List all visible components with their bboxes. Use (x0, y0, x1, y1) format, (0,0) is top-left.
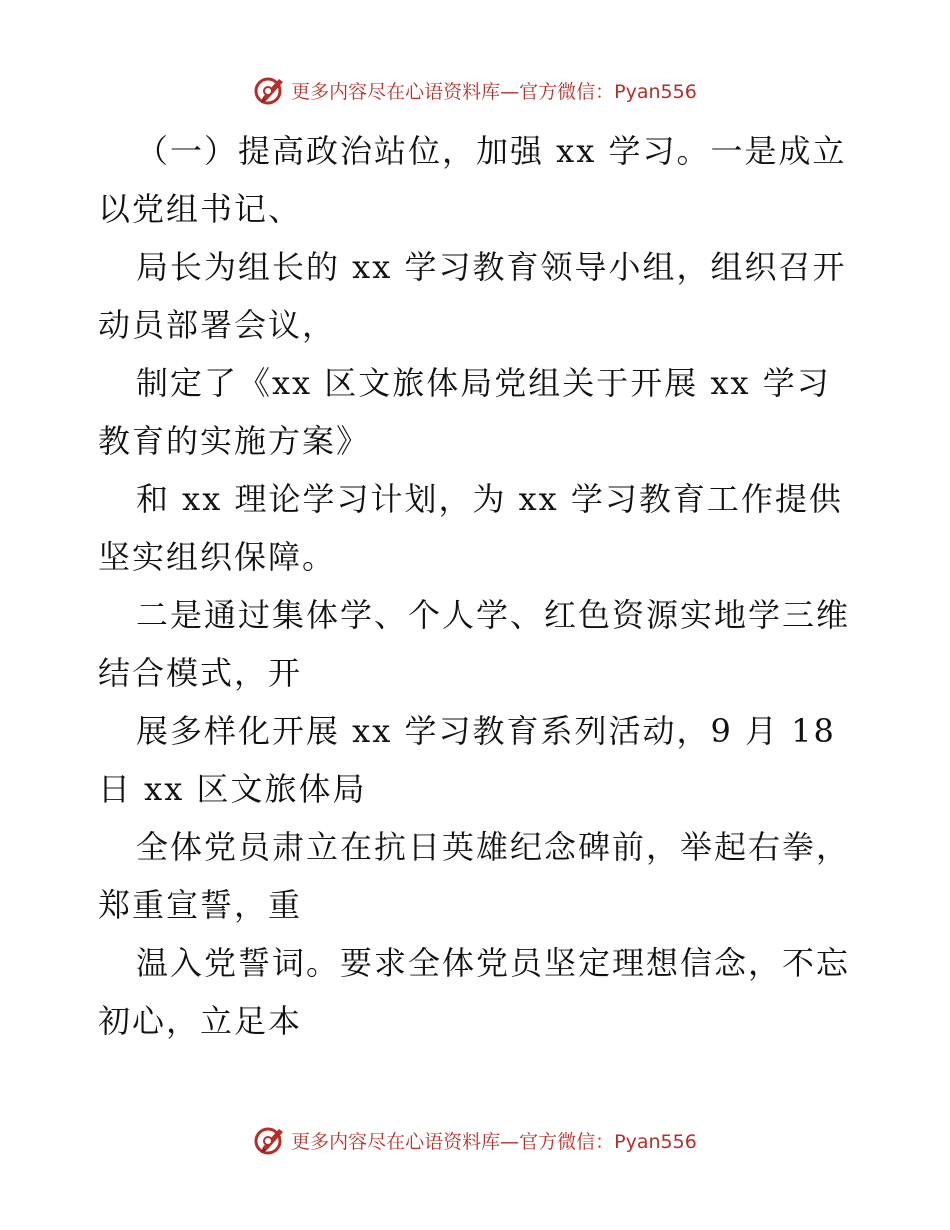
paragraph-line: （一）提高政治站位，加强 xx 学习。一是成立 (136, 132, 847, 170)
paragraph-line: 教育的实施方案》 (98, 422, 371, 460)
paragraph-line: 结合模式，开 (98, 654, 303, 692)
paragraph-4 (98, 470, 858, 586)
paragraph-line: 展多样化开展 xx 学习教育系列活动，9 月 18 (136, 712, 836, 750)
paragraph-6 (98, 702, 858, 818)
paragraph-3 (98, 354, 858, 470)
paragraph-line: 坚实组织保障。 (98, 538, 337, 576)
fountain-pen-circle-icon (253, 1123, 287, 1157)
fountain-pen-circle-icon (253, 73, 287, 107)
paragraph-5 (98, 586, 858, 702)
paragraph-line: 制定了《xx 区文旅体局党组关于开展 xx 学习 (136, 364, 831, 402)
paragraph-line: 初心，立足本 (98, 1002, 303, 1040)
footer-watermark-banner (0, 1120, 950, 1160)
paragraph-line: 郑重宣誓，重 (98, 886, 303, 924)
footer-banner-text: 更多内容尽在心语资料库—官方微信：Pyan556 (291, 1130, 697, 1153)
paragraph-line: 以党组书记、 (98, 190, 303, 228)
header-watermark-banner (0, 70, 950, 110)
paragraph-8 (98, 934, 858, 1050)
document-body (98, 122, 858, 1050)
paragraph-line: 和 xx 理论学习计划，为 xx 学习教育工作提供 (136, 480, 843, 518)
paragraph-line: 动员部署会议， (98, 306, 337, 344)
paragraph-line: 温入党誓词。要求全体党员坚定理想信念，不忘 (136, 944, 851, 982)
paragraph-line: 日 xx 区文旅体局 (98, 770, 367, 808)
paragraph-7 (98, 818, 858, 934)
paragraph-1 (98, 122, 858, 238)
paragraph-line: 二是通过集体学、个人学、红色资源实地学三维 (136, 596, 851, 634)
header-banner-text: 更多内容尽在心语资料库—官方微信：Pyan556 (291, 80, 697, 103)
paragraph-line: 全体党员肃立在抗日英雄纪念碑前，举起右拳， (136, 828, 851, 866)
paragraph-2 (98, 238, 858, 354)
paragraph-line: 局长为组长的 xx 学习教育领导小组，组织召开 (136, 248, 847, 286)
